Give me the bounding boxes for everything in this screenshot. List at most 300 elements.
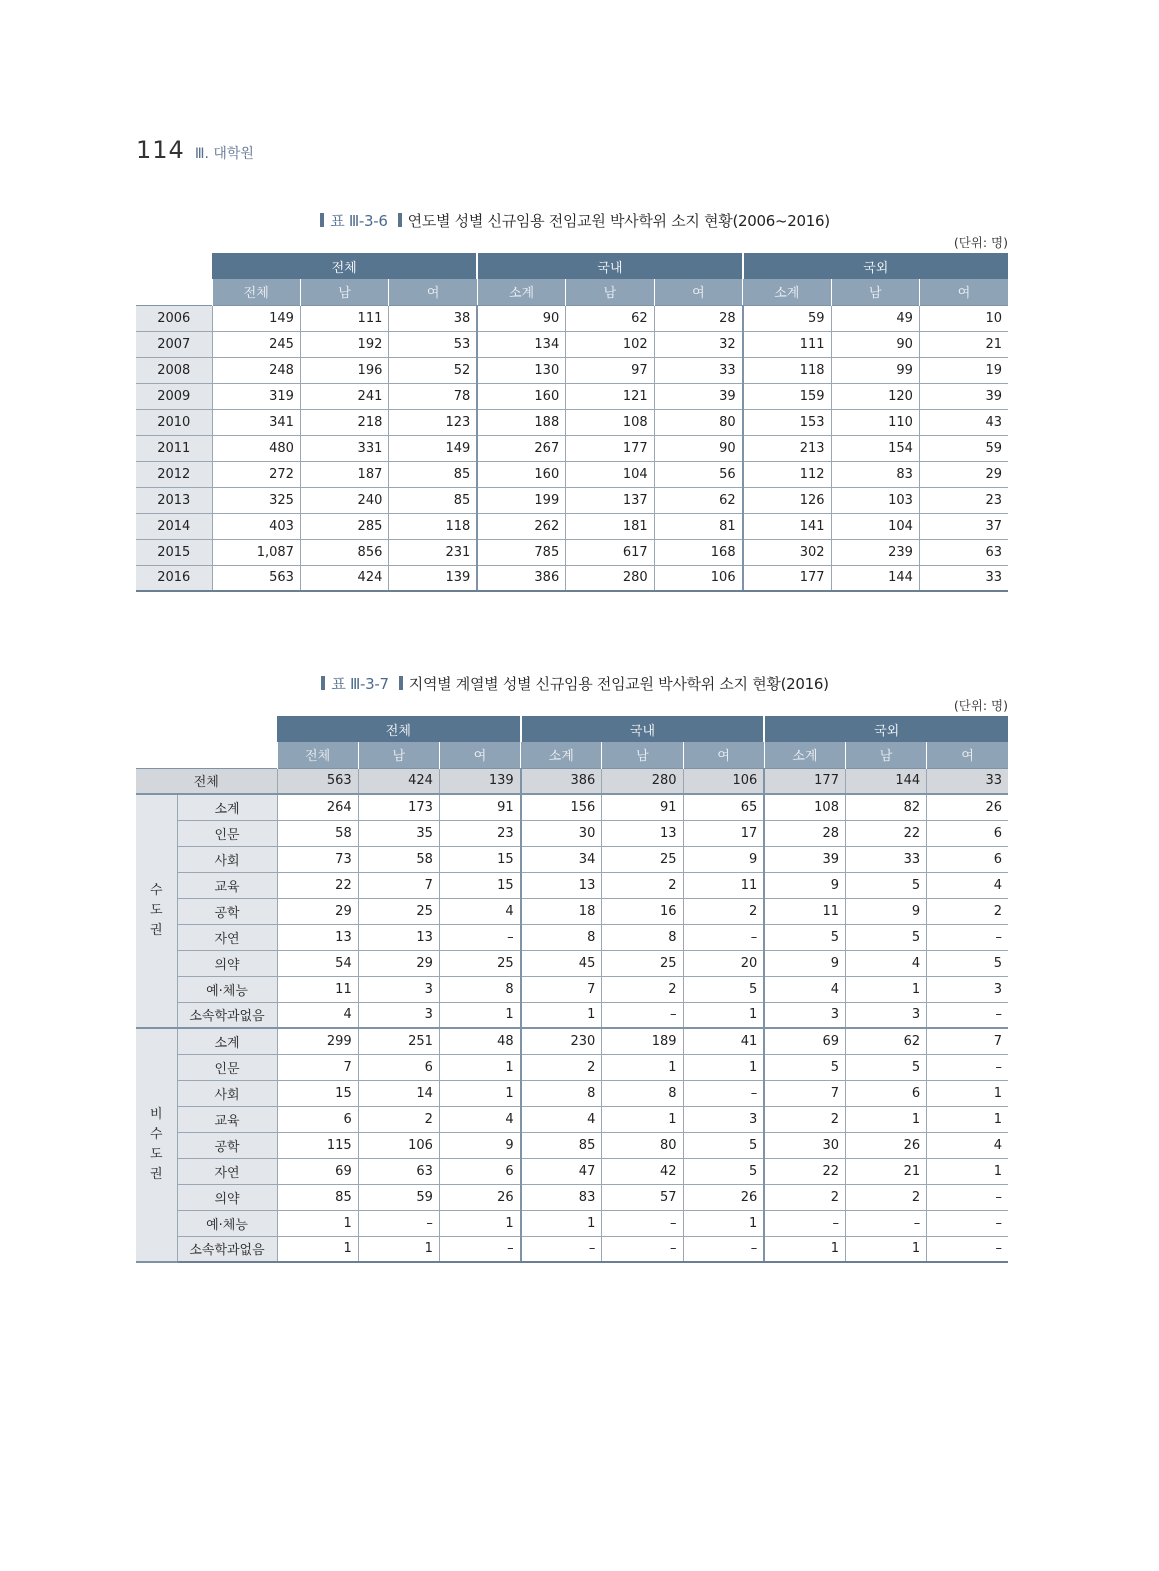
- table-row: [136, 950, 1008, 976]
- value-cell: 130: [477, 357, 565, 383]
- value-cell: 81: [654, 513, 742, 539]
- table-2-group-header: [136, 716, 1008, 742]
- value-cell: –: [927, 1002, 1008, 1028]
- value-cell: 35: [358, 820, 439, 846]
- value-cell: 13: [277, 924, 358, 950]
- value-cell: 11: [277, 976, 358, 1002]
- value-cell: 34: [521, 846, 602, 872]
- value-cell: 112: [743, 461, 831, 487]
- field-label-cell: 소계: [177, 794, 277, 820]
- caption-bar-icon: [398, 213, 402, 227]
- value-cell: 6: [358, 1054, 439, 1080]
- group-header-total: 전체: [277, 716, 521, 742]
- value-cell: 240: [300, 487, 388, 513]
- value-cell: 65: [683, 794, 764, 820]
- value-cell: 1: [277, 1236, 358, 1262]
- field-label-cell: 소속학과없음: [177, 1002, 277, 1028]
- value-cell: 1: [845, 1236, 926, 1262]
- value-cell: 18: [521, 898, 602, 924]
- caption-bar-icon: [321, 676, 325, 690]
- value-cell: 6: [927, 820, 1008, 846]
- value-cell: 189: [602, 1028, 683, 1054]
- value-cell: 1: [845, 976, 926, 1002]
- value-cell: 23: [439, 820, 520, 846]
- sub-header-cell: 여: [439, 742, 520, 768]
- value-cell: 480: [212, 435, 300, 461]
- year-cell: 2008: [136, 357, 212, 383]
- year-cell: 2011: [136, 435, 212, 461]
- field-label-cell: 예·체능: [177, 976, 277, 1002]
- value-cell: 1: [439, 1080, 520, 1106]
- table-row: [136, 435, 1008, 461]
- value-cell: 22: [277, 872, 358, 898]
- page-header: [136, 136, 254, 164]
- value-cell: 33: [845, 846, 926, 872]
- value-cell: –: [683, 1080, 764, 1106]
- value-cell: 58: [358, 846, 439, 872]
- table-1-title: 연도별 성별 신규임용 전임교원 박사학위 소지 현황(2006~2016): [407, 212, 830, 230]
- value-cell: 5: [683, 976, 764, 1002]
- value-cell: 80: [654, 409, 742, 435]
- total-value-cell: 106: [683, 768, 764, 794]
- value-cell: 45: [521, 950, 602, 976]
- value-cell: 230: [521, 1028, 602, 1054]
- value-cell: 1: [521, 1002, 602, 1028]
- value-cell: 617: [566, 539, 654, 565]
- value-cell: 173: [358, 794, 439, 820]
- value-cell: 9: [683, 846, 764, 872]
- value-cell: 22: [845, 820, 926, 846]
- value-cell: 106: [358, 1132, 439, 1158]
- table-row: [136, 539, 1008, 565]
- table-1: [136, 253, 1008, 592]
- table-row: [136, 976, 1008, 1002]
- value-cell: 10: [919, 305, 1008, 331]
- sub-header-cell: 남: [566, 279, 654, 305]
- value-cell: 1: [602, 1106, 683, 1132]
- value-cell: 331: [300, 435, 388, 461]
- table-row: [136, 305, 1008, 331]
- value-cell: 69: [764, 1028, 845, 1054]
- value-cell: 8: [439, 976, 520, 1002]
- table-row: [136, 1054, 1008, 1080]
- value-cell: –: [927, 1184, 1008, 1210]
- value-cell: 39: [654, 383, 742, 409]
- year-cell: 2009: [136, 383, 212, 409]
- table-1-caption: [136, 209, 1008, 233]
- table-2-unit: (단위: 명): [953, 698, 1008, 713]
- value-cell: 141: [743, 513, 831, 539]
- value-cell: 49: [831, 305, 919, 331]
- value-cell: 91: [602, 794, 683, 820]
- value-cell: –: [683, 1236, 764, 1262]
- value-cell: 69: [277, 1158, 358, 1184]
- value-cell: 82: [845, 794, 926, 820]
- value-cell: 90: [477, 305, 565, 331]
- value-cell: 53: [389, 331, 477, 357]
- field-label-cell: 소계: [177, 1028, 277, 1054]
- value-cell: 9: [764, 950, 845, 976]
- value-cell: 39: [764, 846, 845, 872]
- value-cell: 187: [300, 461, 388, 487]
- table-2-body: [136, 768, 1008, 1262]
- value-cell: 177: [743, 565, 831, 591]
- value-cell: 78: [389, 383, 477, 409]
- value-cell: 2: [927, 898, 1008, 924]
- value-cell: –: [927, 924, 1008, 950]
- value-cell: –: [927, 1054, 1008, 1080]
- value-cell: 2: [845, 1184, 926, 1210]
- value-cell: 156: [521, 794, 602, 820]
- value-cell: 5: [927, 950, 1008, 976]
- group-header-total: 전체: [212, 253, 477, 279]
- table-row: [136, 898, 1008, 924]
- table-row: [136, 357, 1008, 383]
- value-cell: 29: [919, 461, 1008, 487]
- total-label-cell: 전체: [136, 768, 277, 794]
- value-cell: 21: [919, 331, 1008, 357]
- value-cell: 25: [602, 950, 683, 976]
- sub-header-cell: 여: [927, 742, 1008, 768]
- value-cell: –: [602, 1002, 683, 1028]
- year-cell: 2006: [136, 305, 212, 331]
- field-label-cell: 인문: [177, 820, 277, 846]
- value-cell: 13: [602, 820, 683, 846]
- value-cell: 83: [521, 1184, 602, 1210]
- value-cell: 154: [831, 435, 919, 461]
- value-cell: 239: [831, 539, 919, 565]
- field-label-cell: 사회: [177, 1080, 277, 1106]
- value-cell: 9: [845, 898, 926, 924]
- value-cell: 144: [831, 565, 919, 591]
- value-cell: 17: [683, 820, 764, 846]
- table-2: [136, 716, 1008, 1263]
- value-cell: 2: [764, 1184, 845, 1210]
- table-2-block: [136, 672, 1008, 1263]
- total-value-cell: 33: [927, 768, 1008, 794]
- table-row: [136, 924, 1008, 950]
- table-row: [136, 565, 1008, 591]
- value-cell: 62: [654, 487, 742, 513]
- value-cell: 7: [764, 1080, 845, 1106]
- value-cell: 57: [602, 1184, 683, 1210]
- value-cell: 1: [439, 1054, 520, 1080]
- region-label-cell: 수 도 권: [136, 794, 177, 1028]
- table-1-body: [136, 305, 1008, 591]
- table-row: [136, 1132, 1008, 1158]
- value-cell: 85: [521, 1132, 602, 1158]
- value-cell: 5: [764, 1054, 845, 1080]
- value-cell: 97: [566, 357, 654, 383]
- value-cell: 280: [566, 565, 654, 591]
- value-cell: 1: [845, 1106, 926, 1132]
- value-cell: 5: [845, 924, 926, 950]
- table-row: [136, 409, 1008, 435]
- value-cell: 120: [831, 383, 919, 409]
- year-cell: 2015: [136, 539, 212, 565]
- value-cell: 11: [683, 872, 764, 898]
- value-cell: 26: [683, 1184, 764, 1210]
- value-cell: 26: [927, 794, 1008, 820]
- sub-header-cell: 여: [654, 279, 742, 305]
- table-row: [136, 513, 1008, 539]
- value-cell: 4: [439, 1106, 520, 1132]
- table-1-sub-header: [136, 279, 1008, 305]
- value-cell: –: [845, 1210, 926, 1236]
- value-cell: 325: [212, 487, 300, 513]
- value-cell: 26: [439, 1184, 520, 1210]
- group-header-foreign: 국외: [764, 716, 1008, 742]
- value-cell: 63: [919, 539, 1008, 565]
- sub-header-cell: 소계: [521, 742, 602, 768]
- table-row: [136, 1028, 1008, 1054]
- table-row: [136, 383, 1008, 409]
- value-cell: 39: [919, 383, 1008, 409]
- table-row: [136, 487, 1008, 513]
- value-cell: 1: [439, 1002, 520, 1028]
- year-cell: 2007: [136, 331, 212, 357]
- value-cell: 403: [212, 513, 300, 539]
- value-cell: 2: [521, 1054, 602, 1080]
- value-cell: 231: [389, 539, 477, 565]
- value-cell: –: [602, 1236, 683, 1262]
- sub-header-cell: 남: [300, 279, 388, 305]
- value-cell: 25: [358, 898, 439, 924]
- value-cell: 181: [566, 513, 654, 539]
- value-cell: 33: [654, 357, 742, 383]
- total-row: [136, 768, 1008, 794]
- table-row: [136, 1236, 1008, 1262]
- table-row: [136, 872, 1008, 898]
- value-cell: 4: [277, 1002, 358, 1028]
- value-cell: 115: [277, 1132, 358, 1158]
- field-label-cell: 의약: [177, 950, 277, 976]
- value-cell: –: [927, 1210, 1008, 1236]
- value-cell: –: [439, 924, 520, 950]
- value-cell: 123: [389, 409, 477, 435]
- value-cell: 3: [764, 1002, 845, 1028]
- value-cell: 1: [358, 1236, 439, 1262]
- table-row: [136, 846, 1008, 872]
- value-cell: 160: [477, 461, 565, 487]
- value-cell: 9: [439, 1132, 520, 1158]
- value-cell: 48: [439, 1028, 520, 1054]
- value-cell: 2: [358, 1106, 439, 1132]
- value-cell: 102: [566, 331, 654, 357]
- total-value-cell: 144: [845, 768, 926, 794]
- value-cell: 272: [212, 461, 300, 487]
- value-cell: 85: [277, 1184, 358, 1210]
- value-cell: 80: [602, 1132, 683, 1158]
- value-cell: 23: [919, 487, 1008, 513]
- year-cell: 2010: [136, 409, 212, 435]
- value-cell: 213: [743, 435, 831, 461]
- value-cell: 5: [683, 1158, 764, 1184]
- sub-header-cell: 전체: [212, 279, 300, 305]
- value-cell: 2: [602, 872, 683, 898]
- field-label-cell: 사회: [177, 846, 277, 872]
- value-cell: 83: [831, 461, 919, 487]
- value-cell: 4: [927, 1132, 1008, 1158]
- sub-header-cell: 남: [845, 742, 926, 768]
- field-label-cell: 공학: [177, 898, 277, 924]
- value-cell: 7: [358, 872, 439, 898]
- value-cell: 6: [439, 1158, 520, 1184]
- value-cell: 28: [654, 305, 742, 331]
- value-cell: 9: [764, 872, 845, 898]
- value-cell: 188: [477, 409, 565, 435]
- value-cell: 104: [831, 513, 919, 539]
- value-cell: 56: [654, 461, 742, 487]
- value-cell: 1: [764, 1236, 845, 1262]
- value-cell: 54: [277, 950, 358, 976]
- table-row: [136, 820, 1008, 846]
- value-cell: –: [358, 1210, 439, 1236]
- value-cell: 103: [831, 487, 919, 513]
- value-cell: 25: [439, 950, 520, 976]
- value-cell: 3: [845, 1002, 926, 1028]
- field-label-cell: 자연: [177, 924, 277, 950]
- table-row: [136, 1210, 1008, 1236]
- value-cell: 63: [358, 1158, 439, 1184]
- value-cell: 52: [389, 357, 477, 383]
- value-cell: 7: [277, 1054, 358, 1080]
- value-cell: 8: [521, 1080, 602, 1106]
- sub-header-cell: 여: [683, 742, 764, 768]
- value-cell: 8: [602, 1080, 683, 1106]
- value-cell: 5: [764, 924, 845, 950]
- value-cell: 3: [683, 1106, 764, 1132]
- field-label-cell: 자연: [177, 1158, 277, 1184]
- table-row: [136, 1080, 1008, 1106]
- table-1-unit: (단위: 명): [953, 235, 1008, 250]
- value-cell: 58: [277, 820, 358, 846]
- value-cell: 22: [764, 1158, 845, 1184]
- header-corner: [136, 279, 212, 305]
- value-cell: 302: [743, 539, 831, 565]
- value-cell: 251: [358, 1028, 439, 1054]
- page-number: 114: [136, 136, 185, 164]
- value-cell: 14: [358, 1080, 439, 1106]
- value-cell: 159: [743, 383, 831, 409]
- value-cell: 1: [927, 1106, 1008, 1132]
- table-row: [136, 461, 1008, 487]
- table-1-block: [136, 209, 1008, 592]
- total-value-cell: 139: [439, 768, 520, 794]
- value-cell: 38: [389, 305, 477, 331]
- section-title: Ⅲ. 대학원: [194, 146, 254, 162]
- table-1-number: 표 Ⅲ-3-6: [330, 212, 388, 230]
- year-cell: 2013: [136, 487, 212, 513]
- year-cell: 2016: [136, 565, 212, 591]
- table-2-caption: [136, 672, 1008, 696]
- value-cell: 5: [845, 872, 926, 898]
- value-cell: 4: [764, 976, 845, 1002]
- value-cell: 26: [845, 1132, 926, 1158]
- value-cell: 1: [439, 1210, 520, 1236]
- value-cell: –: [683, 924, 764, 950]
- value-cell: 2: [764, 1106, 845, 1132]
- value-cell: 73: [277, 846, 358, 872]
- value-cell: 13: [358, 924, 439, 950]
- value-cell: 248: [212, 357, 300, 383]
- value-cell: 6: [927, 846, 1008, 872]
- value-cell: 245: [212, 331, 300, 357]
- value-cell: 47: [521, 1158, 602, 1184]
- value-cell: 4: [439, 898, 520, 924]
- value-cell: 108: [764, 794, 845, 820]
- value-cell: 62: [845, 1028, 926, 1054]
- value-cell: 563: [212, 565, 300, 591]
- value-cell: 386: [477, 565, 565, 591]
- value-cell: 121: [566, 383, 654, 409]
- value-cell: 134: [477, 331, 565, 357]
- value-cell: –: [521, 1236, 602, 1262]
- value-cell: 139: [389, 565, 477, 591]
- caption-bar-icon: [399, 676, 403, 690]
- sub-header-cell: 소계: [743, 279, 831, 305]
- value-cell: –: [764, 1210, 845, 1236]
- value-cell: 104: [566, 461, 654, 487]
- value-cell: 19: [919, 357, 1008, 383]
- value-cell: 160: [477, 383, 565, 409]
- value-cell: 785: [477, 539, 565, 565]
- value-cell: 285: [300, 513, 388, 539]
- value-cell: 25: [602, 846, 683, 872]
- value-cell: 1: [927, 1080, 1008, 1106]
- value-cell: 118: [389, 513, 477, 539]
- value-cell: 111: [743, 331, 831, 357]
- value-cell: 5: [683, 1132, 764, 1158]
- field-label-cell: 예·체능: [177, 1210, 277, 1236]
- value-cell: 3: [358, 1002, 439, 1028]
- value-cell: 90: [831, 331, 919, 357]
- value-cell: 91: [439, 794, 520, 820]
- value-cell: 15: [277, 1080, 358, 1106]
- value-cell: 90: [654, 435, 742, 461]
- value-cell: 6: [845, 1080, 926, 1106]
- value-cell: 149: [389, 435, 477, 461]
- value-cell: 13: [521, 872, 602, 898]
- value-cell: 199: [477, 487, 565, 513]
- value-cell: 192: [300, 331, 388, 357]
- sub-header-cell: 소계: [764, 742, 845, 768]
- table-row: [136, 1184, 1008, 1210]
- sub-header-cell: 소계: [477, 279, 565, 305]
- total-value-cell: 280: [602, 768, 683, 794]
- value-cell: 20: [683, 950, 764, 976]
- value-cell: 59: [358, 1184, 439, 1210]
- value-cell: 111: [300, 305, 388, 331]
- value-cell: 59: [919, 435, 1008, 461]
- value-cell: 218: [300, 409, 388, 435]
- table-1-group-header: [136, 253, 1008, 279]
- value-cell: 29: [277, 898, 358, 924]
- value-cell: 3: [927, 976, 1008, 1002]
- value-cell: 341: [212, 409, 300, 435]
- value-cell: 2: [602, 976, 683, 1002]
- value-cell: 1: [521, 1210, 602, 1236]
- total-value-cell: 177: [764, 768, 845, 794]
- value-cell: 2: [683, 898, 764, 924]
- table-row: [136, 1158, 1008, 1184]
- value-cell: 85: [389, 487, 477, 513]
- value-cell: 319: [212, 383, 300, 409]
- caption-bar-icon: [320, 213, 324, 227]
- value-cell: 43: [919, 409, 1008, 435]
- header-corner: [136, 742, 277, 768]
- value-cell: 6: [277, 1106, 358, 1132]
